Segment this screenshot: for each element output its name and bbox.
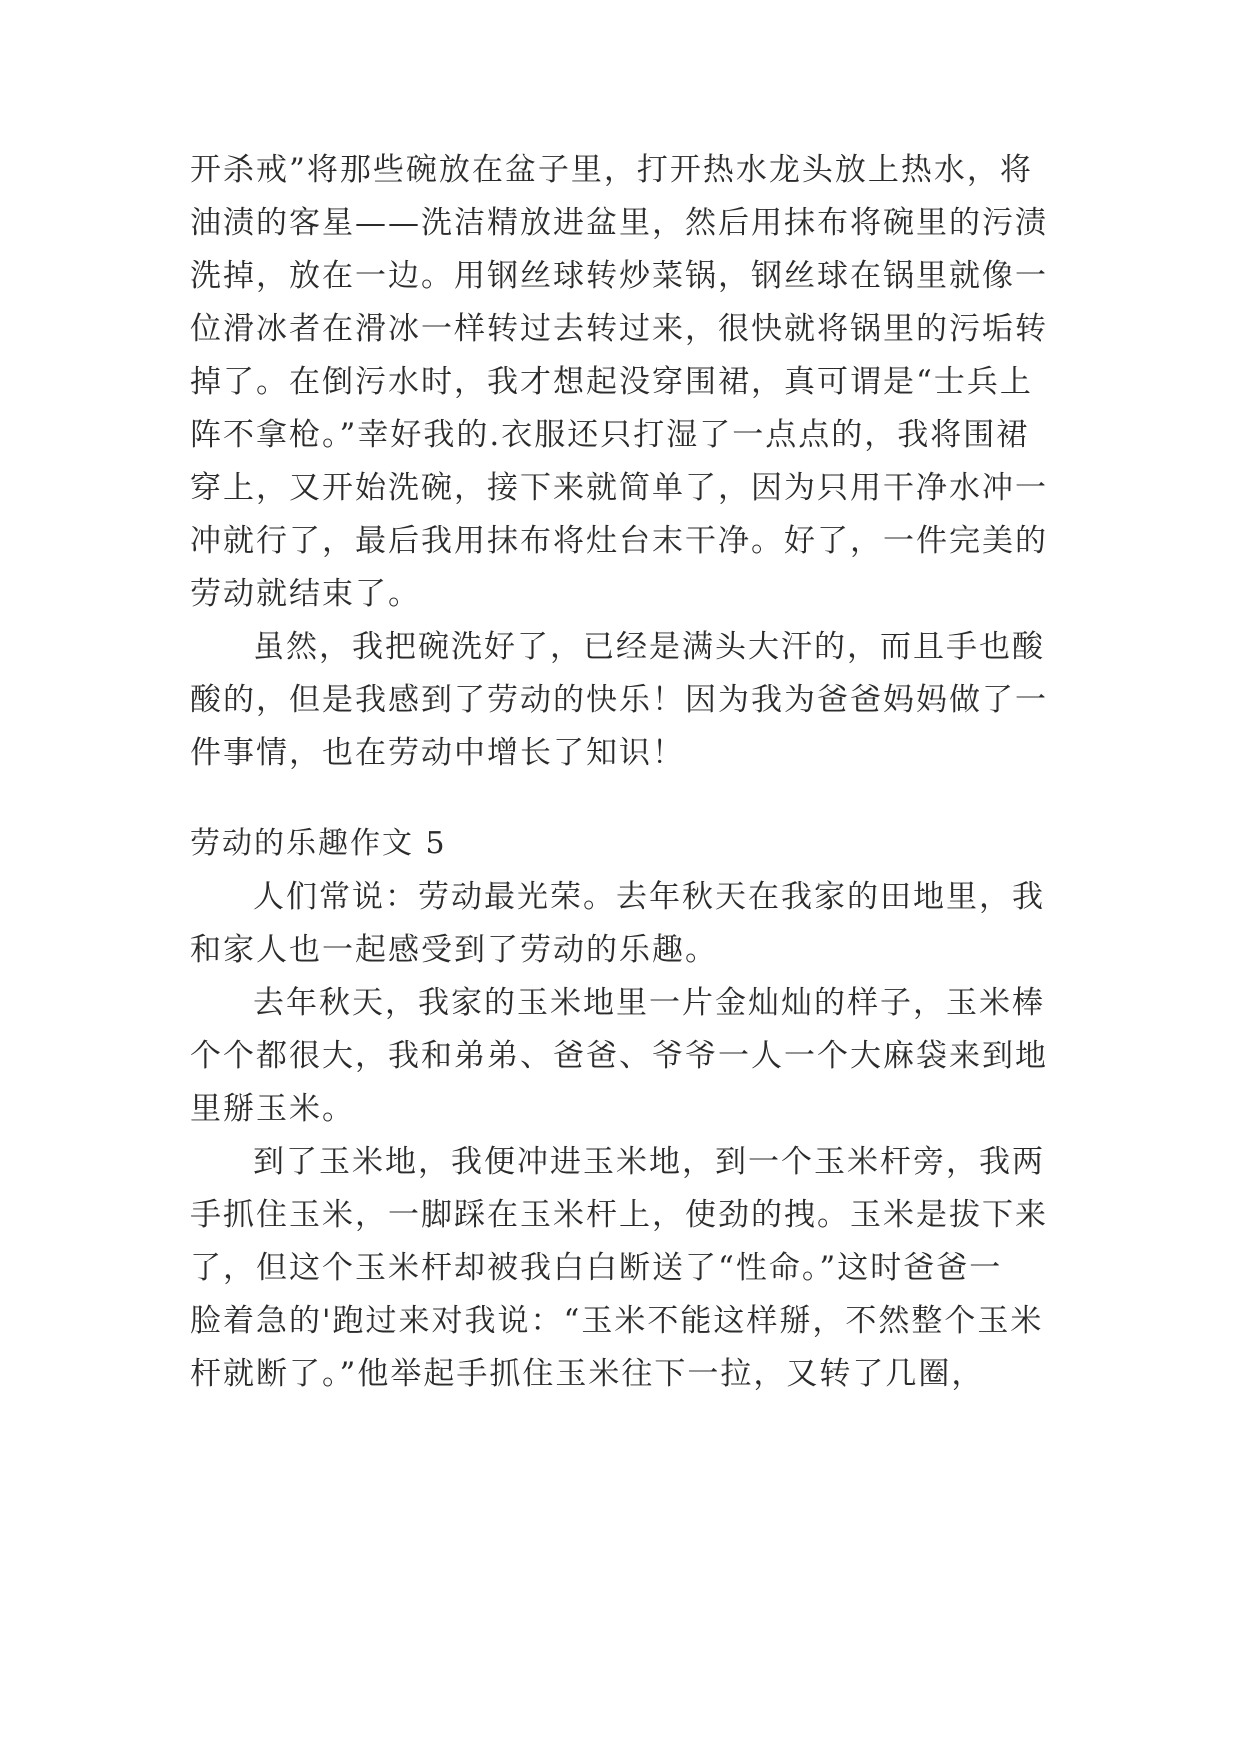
text-line: 开杀戒”将那些碗放在盆子里，打开热水龙头放上热水，将 [190, 152, 1033, 188]
text-line: 去年秋天，我家的玉米地里一片金灿灿的样子，玉米棒 [253, 985, 1045, 1021]
text-line: 酸的，但是我感到了劳动的快乐！因为我为爸爸妈妈做了一 [190, 682, 1048, 718]
text-line: 人们常说：劳动最光荣。去年秋天在我家的田地里，我 [253, 879, 1045, 915]
text-line: 件事情，也在劳动中增长了知识！ [190, 735, 685, 771]
section-title: 劳动的乐趣作文 5 [190, 826, 447, 861]
text-line: 到了玉米地，我便冲进玉米地，到一个玉米杆旁，我两 [253, 1144, 1045, 1180]
text-line: 劳动就结束了。 [190, 576, 421, 612]
text-line: 冲就行了，最后我用抹布将灶台末干净。好了，一件完美的 [190, 523, 1048, 559]
text-line: 个个都很大，我和弟弟、爸爸、爷爷一人一个大麻袋来到地 [190, 1038, 1048, 1074]
text-line: 里掰玉米。 [190, 1091, 355, 1127]
text-line: 了，但这个玉米杆却被我白白断送了“性命。”这时爸爸一 [190, 1250, 1003, 1286]
text-line: 杆就断了。”他举起手抓住玉米往下一拉，又转了几圈， [190, 1356, 985, 1392]
text-line: 掉了。在倒污水时，我才想起没穿围裙，真可谓是“士兵上 [190, 364, 1033, 400]
text-line: 手抓住玉米，一脚踩在玉米杆上，使劲的拽。玉米是拔下来 [190, 1197, 1048, 1233]
text-line: 位滑冰者在滑冰一样转过去转过来，很快就将锅里的污垢转 [190, 311, 1048, 347]
text-line: 阵不拿枪。”幸好我的.衣服还只打湿了一点点的，我将围裙 [190, 417, 1030, 453]
text-line: 脸着急的'跑过来对我说：“玉米不能这样掰，不然整个玉米 [190, 1303, 1044, 1339]
text-line: 油渍的客星——洗洁精放进盆里，然后用抹布将碗里的污渍 [190, 205, 1048, 241]
text-line: 和家人也一起感受到了劳动的乐趣。 [190, 932, 718, 968]
document-page [190, 0, 1050, 1754]
text-line: 穿上，又开始洗碗，接下来就简单了，因为只用干净水冲一 [190, 470, 1048, 506]
text-line: 洗掉，放在一边。用钢丝球转炒菜锅，钢丝球在锅里就像一 [190, 258, 1048, 294]
text-line: 虽然，我把碗洗好了，已经是满头大汗的，而且手也酸 [253, 629, 1045, 665]
